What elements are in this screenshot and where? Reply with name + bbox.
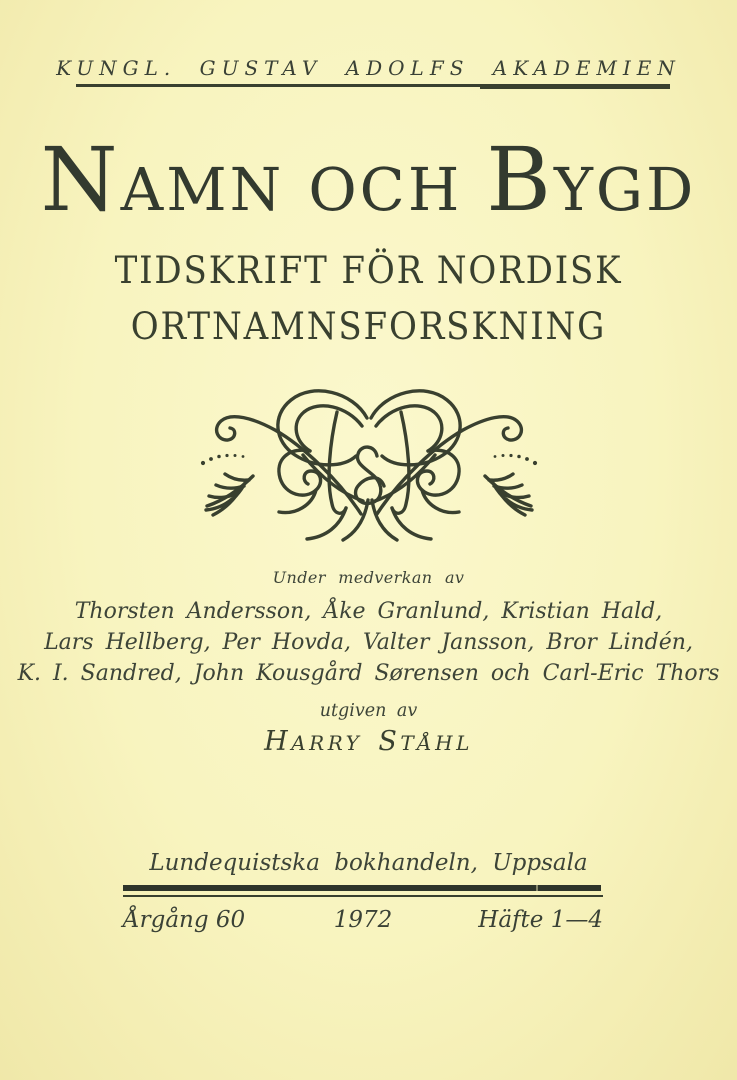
- publisher-line: Lundequistska bokhandeln, Uppsala: [149, 850, 588, 876]
- imprint-rule-thin: [123, 895, 603, 897]
- editor-name: [0, 724, 737, 763]
- title-word3-rest: YGD: [553, 155, 697, 224]
- imprint-row: [123, 903, 603, 937]
- title-word2: OCH: [308, 155, 463, 224]
- editor-first-initial: H: [264, 726, 292, 757]
- title-initial-b: B: [486, 128, 554, 231]
- contributors-list: [0, 596, 737, 689]
- title-initial-n: N: [40, 128, 121, 231]
- academy-name: KUNGL. GUSTAV ADOLFS AKADEMIEN: [56, 56, 681, 80]
- volume-label: Årgång 60: [123, 907, 246, 933]
- year-label: 1972: [333, 907, 393, 933]
- issue-label: Häfte 1—4: [478, 907, 603, 933]
- title-word1-rest: AMN: [120, 155, 285, 224]
- editor-intro: utgiven av: [319, 701, 418, 721]
- imprint-rule-thick: [123, 885, 601, 891]
- contributors-intro: Under medverkan av: [272, 568, 465, 587]
- contributors-line: Thorsten Andersson, Åke Granlund, Kristian Hald,: [74, 599, 663, 624]
- contributors-line: Lars Hellberg, Per Hovda, Valter Jansson, Bror Lindén,: [44, 630, 693, 655]
- subtitle-line-1: TIDSKRIFT FÖR NORDISK: [114, 249, 623, 292]
- academy-rule-overlap: [480, 87, 670, 89]
- contributors-line: K. I. Sandred, John Kousgård Sørensen och Carl-Eric Thors: [17, 661, 720, 686]
- editor-last-rest: TÅHL: [400, 731, 473, 755]
- imprint-rule-seam: [536, 885, 538, 891]
- editor-first-rest: ARRY: [291, 731, 363, 755]
- nb-monogram-ornament-icon: [191, 388, 547, 544]
- subtitle-line-2: ORTNAMNSFORSKNING: [130, 305, 607, 348]
- journal-title: [0, 128, 737, 251]
- editor-last-initial: S: [378, 726, 401, 757]
